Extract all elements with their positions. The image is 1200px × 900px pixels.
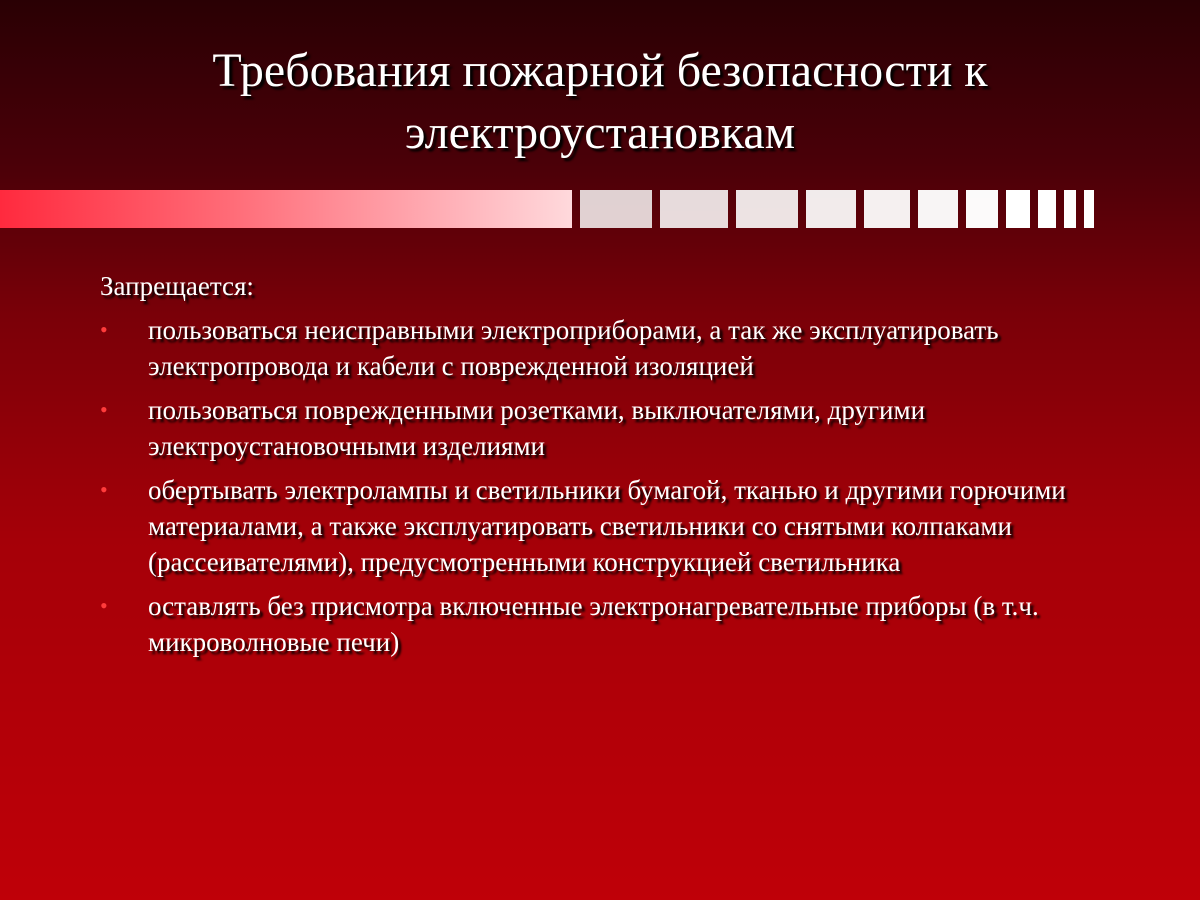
stripe-block xyxy=(1084,190,1094,228)
bullet-icon: • xyxy=(100,317,108,342)
list-item-text: пользоваться поврежденными розетками, выключателями, другими электроустановочными изделиями xyxy=(148,395,926,461)
stripe-block xyxy=(1006,190,1030,228)
list-item xyxy=(100,472,1110,580)
prohibition-list xyxy=(100,312,1110,660)
slide-title: Требования пожарной безопасности к электроустановкам xyxy=(212,44,988,159)
slide-body xyxy=(100,268,1110,668)
stripe-block xyxy=(966,190,998,228)
stripe-gradient xyxy=(0,190,572,228)
intro-text: Запрещается: xyxy=(100,271,254,301)
list-item xyxy=(100,312,1110,384)
list-item-text: обертывать электролампы и светильники бумагой, тканью и другими горючими материалами, а также эксплуатировать светильники со снятыми колпаками (рассеивателями), предусмотренными конструкцией светильника xyxy=(148,475,1066,577)
bullet-icon: • xyxy=(100,593,108,618)
stripe-block xyxy=(806,190,856,228)
stripe-block xyxy=(864,190,910,228)
decorative-stripe-bar xyxy=(0,190,1100,228)
list-item-text: оставлять без присмотра включенные электронагревательные приборы (в т.ч. микроволновые печи) xyxy=(148,591,1039,657)
bullet-icon: • xyxy=(100,477,108,502)
stripe-block xyxy=(736,190,798,228)
stripe-block xyxy=(1064,190,1076,228)
stripe-block xyxy=(580,190,652,228)
list-item-text: пользоваться неисправными электроприборами, а так же эксплуатировать электропровода и кабели с поврежденной изоляцией xyxy=(148,315,999,381)
stripe-block xyxy=(918,190,958,228)
list-item xyxy=(100,588,1110,660)
bullet-icon: • xyxy=(100,397,108,422)
stripe-block xyxy=(1038,190,1056,228)
list-item xyxy=(100,392,1110,464)
stripe-block xyxy=(660,190,728,228)
